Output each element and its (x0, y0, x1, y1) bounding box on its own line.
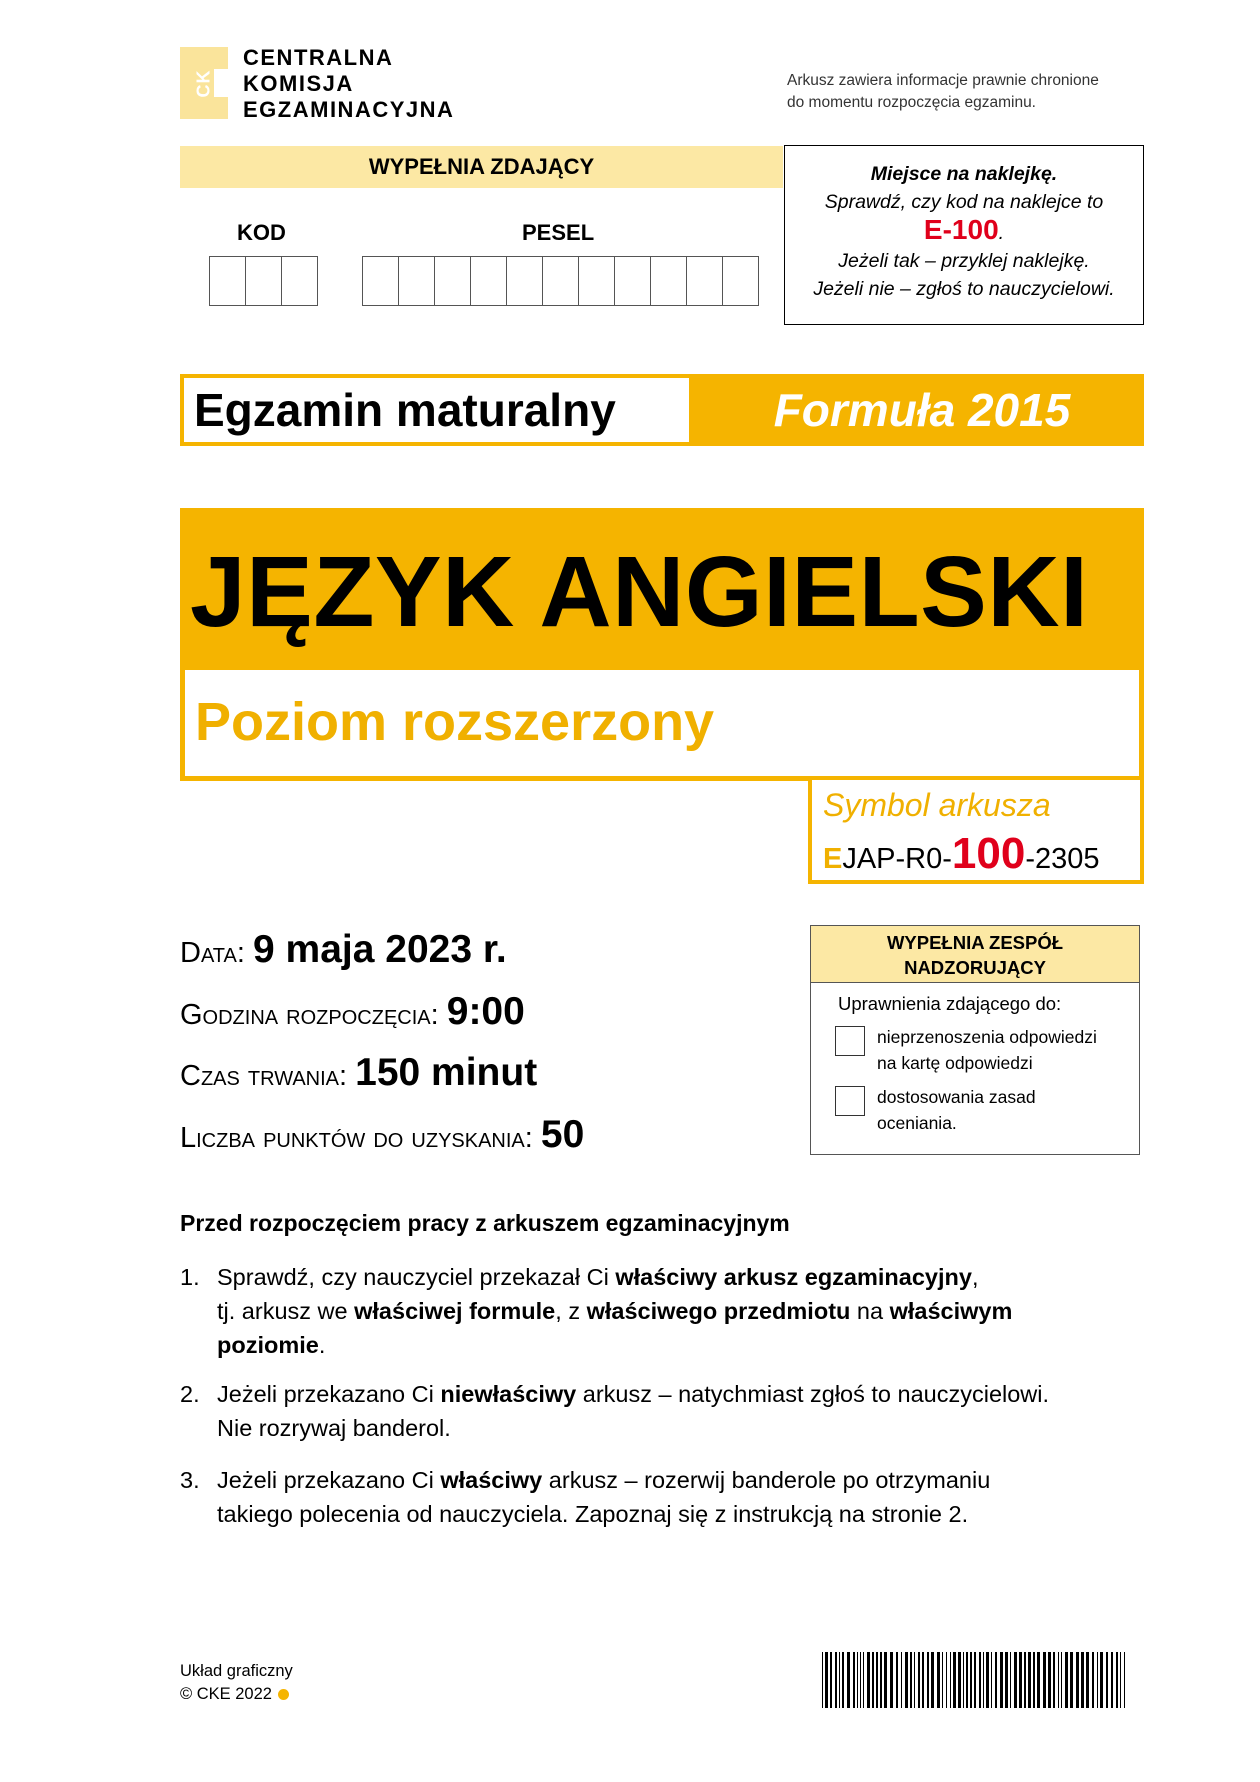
pesel-cell[interactable] (363, 257, 399, 305)
option-1-line-2: na kartę odpowiedzi (877, 1053, 1033, 1073)
pesel-cell[interactable] (471, 257, 507, 305)
pesel-cell[interactable] (507, 257, 543, 305)
option-nieprzenoszenia (877, 1024, 1097, 1076)
points-value: 50 (540, 1113, 585, 1156)
sticker-yes-text: Jeżeli tak – przyklej naklejkę. (838, 250, 1090, 272)
cke-dot-icon (278, 1689, 289, 1700)
cke-logo-mark (180, 47, 228, 119)
subject-level: Poziom rozszerzony (195, 692, 715, 752)
duration-value: 150 minut (355, 1051, 538, 1094)
logo-mark-text: CK (193, 69, 214, 98)
symbol-prefix-e: E (823, 843, 843, 875)
text: Jeżeli przekazano Ci (217, 1381, 441, 1407)
pesel-cell[interactable] (687, 257, 723, 305)
points-row (180, 1113, 584, 1157)
bold-text: właściwej formule (354, 1298, 556, 1324)
pesel-label: PESEL (522, 220, 595, 245)
text: arkusz – natychmiast zgłoś to nauczycielowi. (576, 1381, 1050, 1407)
text: Jeżeli przekazano Ci (217, 1467, 441, 1493)
time-row (180, 990, 525, 1034)
barcode-icon (822, 1652, 1130, 1708)
symbol-label: Symbol arkusza (823, 787, 1051, 823)
supervisor-header-line-2: NADZORUJĄCY (904, 957, 1046, 978)
points-label: Liczba punktów do uzyskania: (180, 1122, 533, 1154)
exam-formula: Formuła 2015 (773, 384, 1071, 436)
logo-line-3: EGZAMINACYJNA (243, 97, 455, 122)
pesel-cell[interactable] (615, 257, 651, 305)
bold-text: poziomie (217, 1332, 319, 1358)
time-label: Godzina rozpoczęcia: (180, 999, 439, 1031)
pesel-cell[interactable] (723, 257, 758, 305)
logo-line-1: CENTRALNA (243, 45, 394, 70)
pesel-cell[interactable] (651, 257, 687, 305)
text: , (971, 1264, 979, 1290)
date-label: Data: (180, 937, 245, 969)
subject-name: JĘZYK ANGIELSKI (190, 536, 1089, 648)
pesel-cell[interactable] (579, 257, 615, 305)
cke-logo-text (243, 45, 454, 123)
sticker-placeholder (784, 145, 1144, 325)
sticker-no-text: Jeżeli nie – zgłoś to nauczycielowi. (813, 278, 1115, 300)
option-2-line-1: dostosowania zasad (877, 1087, 1036, 1107)
duration-label: Czas trwania: (180, 1060, 348, 1092)
notice-line-2: do momentu rozpoczęcia egzaminu. (787, 94, 1036, 111)
legal-notice (787, 70, 1099, 114)
symbol-number: 100 (951, 829, 1026, 878)
symbol-suffix: -2305 (1025, 843, 1100, 875)
kod-label: KOD (237, 220, 286, 245)
option-dostosowania (877, 1084, 1036, 1136)
sticker-title: Miejsce na naklejkę. (870, 163, 1058, 185)
kod-cell[interactable] (210, 257, 246, 305)
bold-text: właściwego przedmiotu (586, 1298, 851, 1324)
kod-cell[interactable] (282, 257, 317, 305)
footer-line-2: © CKE 2022 (180, 1685, 272, 1703)
text: Nie rozrywaj banderol. (217, 1415, 451, 1441)
option-1-line-1: nieprzenoszenia odpowiedzi (877, 1027, 1097, 1047)
kod-input-cells[interactable] (209, 256, 318, 306)
item-number: 1. (180, 1264, 200, 1290)
footer-credits (180, 1660, 293, 1706)
text: na (850, 1298, 890, 1324)
symbol-code (823, 830, 1100, 883)
dostosowania-checkbox[interactable] (835, 1086, 865, 1116)
bold-text: właściwy (440, 1467, 543, 1493)
logo-line-2: KOMISJA (243, 71, 354, 96)
kod-cell[interactable] (246, 257, 282, 305)
item-number: 3. (180, 1467, 200, 1493)
notice-line-1: Arkusz zawiera informacje prawnie chronione (787, 72, 1099, 89)
text: arkusz – rozerwij banderole po otrzymaniu (542, 1467, 991, 1493)
sticker-code-suffix: . (998, 222, 1005, 244)
time-value: 9:00 (446, 990, 525, 1033)
pesel-cell[interactable] (435, 257, 471, 305)
date-row (180, 928, 507, 972)
bold-text: właściwy arkusz egzaminacyjny (615, 1264, 972, 1290)
text: Sprawdź, czy nauczyciel przekazał Ci (217, 1264, 616, 1290)
bold-text: właściwym (889, 1298, 1013, 1324)
supervisor-intro: Uprawnienia zdającego do: (838, 993, 1062, 1014)
sticker-check-text: Sprawdź, czy kod na naklejce to (824, 191, 1104, 213)
bold-text: niewłaściwy (440, 1381, 577, 1407)
nieprzenoszenia-checkbox[interactable] (835, 1026, 865, 1056)
sticker-code: E-100 (923, 214, 999, 245)
date-value: 9 maja 2023 r. (253, 928, 507, 971)
item-number: 2. (180, 1381, 200, 1407)
text: tj. arkusz we (217, 1298, 355, 1324)
exam-title: Egzamin maturalny (184, 378, 689, 442)
supervisor-header-line-1: WYPEŁNIA ZESPÓŁ (886, 932, 1064, 953)
text: takiego polecenia od nauczyciela. Zapoznaj się z instrukcją na stronie 2. (217, 1501, 969, 1527)
instructions-heading: Przed rozpoczęciem pracy z arkuszem egzaminacyjnym (180, 1210, 790, 1236)
option-2-line-2: oceniania. (877, 1113, 957, 1133)
text: , z (555, 1298, 587, 1324)
supervisor-header (811, 926, 1139, 983)
pesel-input-cells[interactable] (362, 256, 759, 306)
footer-line-1: Układ graficzny (180, 1662, 293, 1680)
candidate-fill-header: WYPEŁNIA ZDAJĄCY (180, 146, 783, 188)
pesel-cell[interactable] (399, 257, 435, 305)
duration-row (180, 1051, 537, 1095)
symbol-prefix: JAP-R0- (842, 843, 952, 875)
text: . (318, 1332, 326, 1358)
pesel-cell[interactable] (543, 257, 579, 305)
